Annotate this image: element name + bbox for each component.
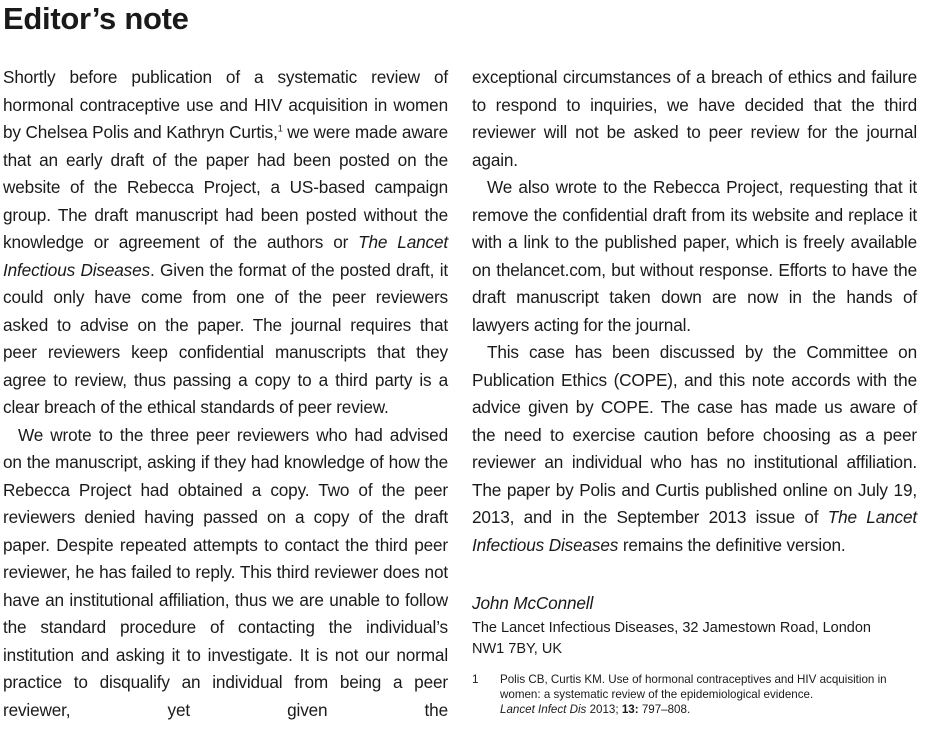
right-column	[472, 64, 917, 559]
reference-marker[interactable]: 1	[277, 123, 283, 134]
reference-text	[500, 672, 922, 717]
reference-item	[472, 672, 922, 717]
page-title: Editor’s note	[3, 1, 189, 36]
paragraph-5-text-b: remains the definitive version.	[618, 534, 846, 555]
journal-name: The Lancet Infectious Diseases	[472, 507, 917, 555]
paragraph-5-text-a: This case has been discussed by the Committee on Publication Ethics (COPE), and this note accords with the advice given by COPE. The case has made us aware of the need to exercise caution before choosing as a peer reviewer an individual who has no institutional affiliation. The paper by Polis and Curtis published online on July 19, 2013, and in the September 2013 issue of	[472, 342, 917, 527]
reference-volume: 13:	[621, 703, 639, 716]
paragraph-2: We wrote to the three peer reviewers who had advised on the manuscript, asking if they had knowledge of how the Rebecca Project had obtained a copy. Two of the peer reviewers denied having passed on a copy of the draft paper. Despite repeated attempts to contact the third peer reviewer, he has failed to reply. This third reviewer does not have an institutional affiliation, thus we are unable to follow the standard procedure of contacting the individual’s institution and asking it to investigate. It is not our normal practice to disqualify an individual from being a peer reviewer, yet given the	[3, 424, 448, 720]
paragraph-1-text-b: we were made aware that an early draft of the paper had been posted on the website of the Rebecca Project, a US-based campaign group. The draft manuscript had been posted without the knowledge or agreement of the authors or	[3, 122, 448, 252]
author-block	[472, 590, 917, 660]
paragraph-4: We also wrote to the Rebecca Project, requesting that it remove the confidential draft from its website and replace it with a link to the published paper, which is freely available on thelancet.com, but without response. Efforts to have the draft manuscript taken down are now in the hands of lawyers acting for the journal.	[472, 177, 917, 335]
author-name: John McConnell	[472, 593, 594, 613]
paragraph-1	[3, 64, 448, 422]
reference-pages: 797–808.	[638, 703, 691, 716]
reference-citation: Polis CB, Curtis KM. Use of hormonal contraceptives and HIV acquisition in women: a systematic review of the epidemiological evidence.	[500, 673, 887, 701]
author-address: The Lancet Infectious Diseases, 32 Jamestown Road, London NW1 7BY, UK	[472, 620, 871, 657]
journal-name: The Lancet Infectious Diseases	[3, 232, 448, 280]
paragraph-1-text-c: . Given the format of the posted draft, it could only have come from one of the peer reviewers asked to advise on the paper. The journal requires that peer reviewers keep confidential manuscripts that they agree to review, thus passing a copy to a third party is a clear breach of the ethical standards of peer review.	[3, 259, 448, 417]
paragraph-1-text-a: Shortly before publication of a systematic review of hormonal contraceptive use and HIV acquisition in women by Chelsea Polis and Kathryn Curtis,	[3, 67, 448, 142]
reference-journal: Lancet Infect Dis	[500, 703, 587, 716]
reference-list	[472, 672, 922, 717]
left-column	[3, 64, 448, 724]
reference-number: 1	[472, 673, 479, 686]
paragraph-3: exceptional circumstances of a breach of ethics and failure to respond to inquiries, we have decided that the third reviewer will not be asked to peer review for the journal again.	[472, 67, 917, 170]
reference-year: 2013;	[586, 703, 622, 716]
paragraph-5	[472, 339, 917, 559]
